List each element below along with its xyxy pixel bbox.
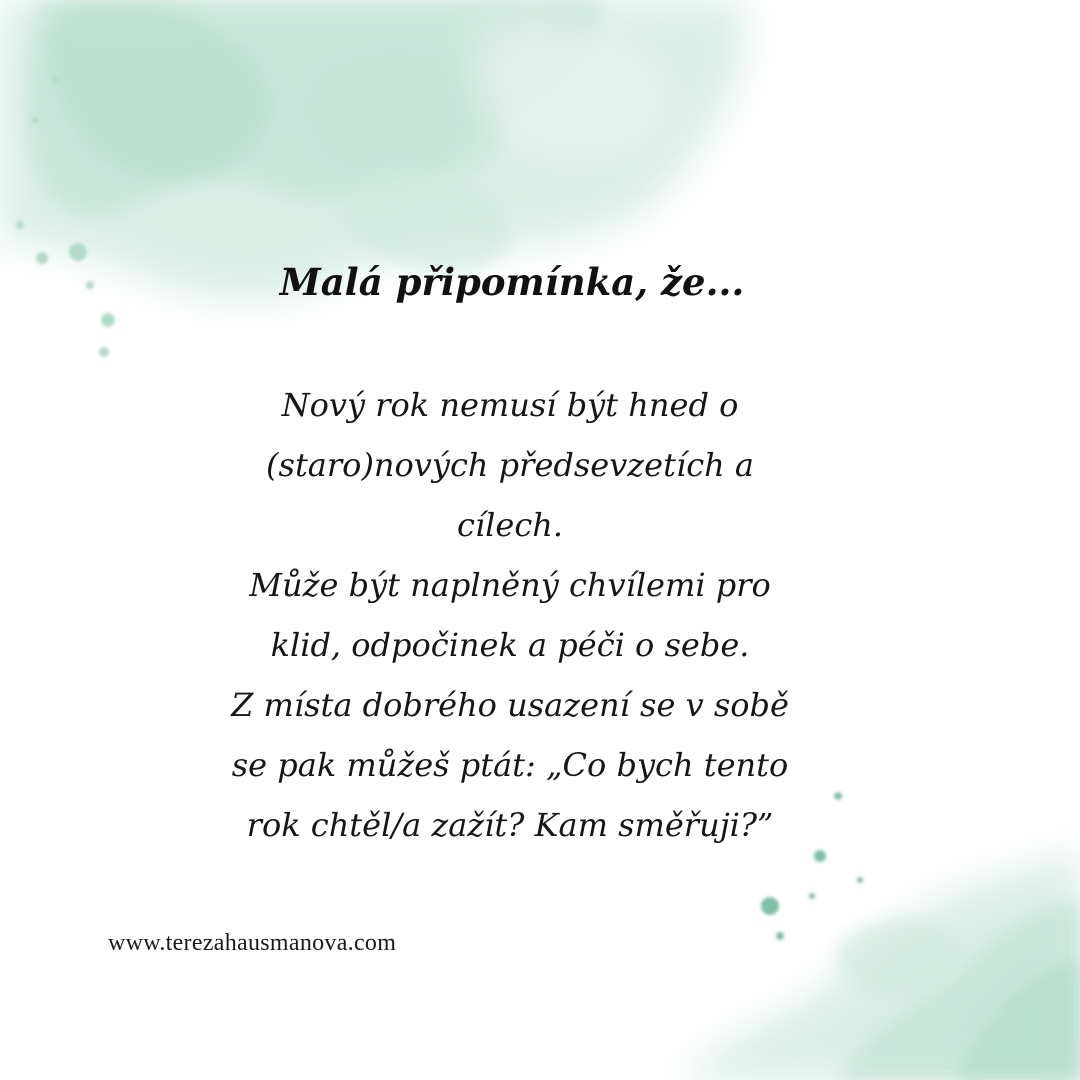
quote-line: cílech. — [456, 506, 564, 544]
quote-line: klid, odpočinek a péči o sebe. — [270, 626, 750, 664]
bottom-right-wash — [680, 850, 1080, 1080]
quote-line: Nový rok nemusí být hned o — [281, 386, 739, 424]
card-title: Malá připomínka, že... — [279, 260, 745, 304]
quote-line: Může být naplněný chvílemi pro — [249, 566, 771, 604]
quote-line: se pak můžeš ptát: „Co bych tento — [231, 746, 789, 784]
quote-body — [150, 375, 870, 855]
quote-line: (staro)nových předsevzetích a — [266, 446, 754, 484]
website-url: www.terezahausmanova.com — [108, 930, 397, 956]
quote-line: Z místa dobrého usazení se v sobě — [231, 686, 789, 724]
quote-line: rok chtěl/a zažít? Kam směřuji?” — [246, 806, 774, 844]
